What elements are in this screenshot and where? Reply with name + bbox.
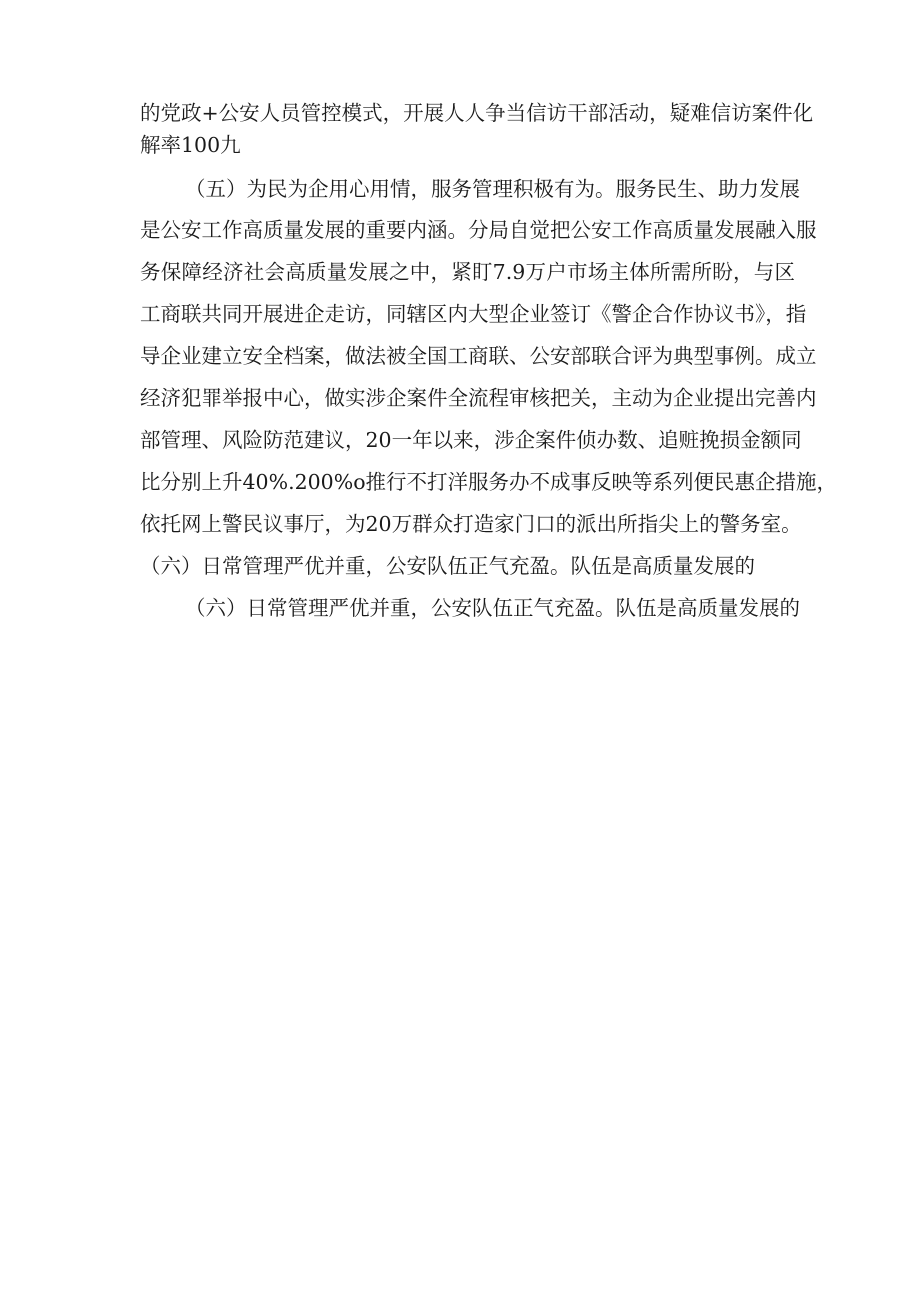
text-line: 工商联共同开展进企走访，同辖区内大型企业签订《警企合作协议书》，指 [140,302,807,326]
text-line: 依托网上警民议事厅，为20万群众打造家门口的派出所指尖上的警务室。 [140,512,802,536]
text-line: 务保障经济社会高质量发展之中，紧盯7.9万户市场主体所需所盼，与区 [140,260,795,284]
text-line: 经济犯罪举报中心，做实涉企案件全流程审核把关，主动为企业提出完善内 [140,386,817,410]
text-line: （六）日常管理严优并重，公安队伍正气充盈。队伍是高质量发展的 [140,554,755,578]
text-line: 部管理、风险防范建议，20一年以来，涉企案件侦办数、追赃挽损金额同 [140,428,802,452]
text-line: 导企业建立安全档案，做法被全国工商联、公安部联合评为典型事例。成立 [140,344,817,368]
text-line: （六）日常管理严优并重，公安队伍正气充盈。队伍是高质量发展的 [185,596,800,620]
text-line: 是公安工作高质量发展的重要内涵。分局自觉把公安工作高质量发展融入服 [140,218,817,242]
text-line: 解率100九 [140,133,241,157]
text-line: 比分别上升40%.200%o推行不打洋服务办不成事反映等系列便民惠企措施， [140,470,838,494]
text-line: 的党政+公安人员管控模式，开展人人争当信访干部活动，疑难信访案件化 [140,101,814,125]
text-line: （五）为民为企用心用情，服务管理积极有为。服务民生、助力发展 [185,177,800,201]
